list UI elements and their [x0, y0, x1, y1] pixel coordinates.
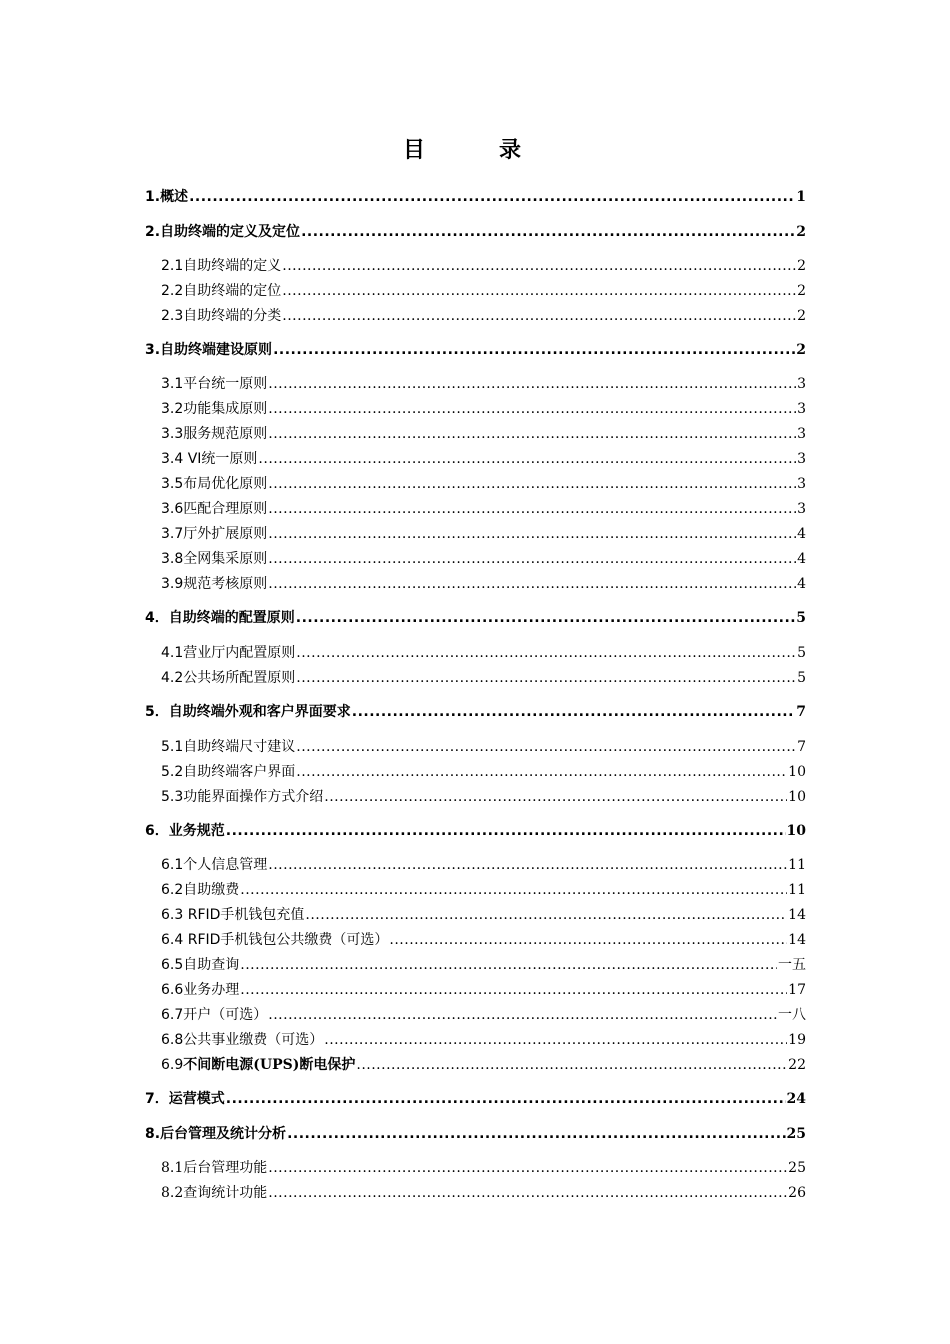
toc-dot-leader: [324, 789, 787, 805]
toc-page-number: 10: [786, 823, 806, 839]
toc-entry-title: 营业厅内配置原则: [183, 645, 296, 661]
toc-page-number: 5: [797, 670, 806, 686]
toc-page-number: 4: [797, 576, 806, 592]
toc-entry-title: 规范考核原则: [183, 576, 268, 592]
toc-dot-leader: [268, 551, 796, 567]
toc-entry-section[interactable]: [161, 398, 806, 418]
toc-entry-section[interactable]: [161, 954, 806, 974]
toc-page-number: 1: [796, 189, 806, 205]
toc-entry-title: 概述: [160, 189, 189, 205]
toc-page-number: 22: [788, 1057, 806, 1073]
toc-entry-number: 3.2: [161, 401, 184, 417]
toc-entry-title: 平台统一原则: [183, 376, 268, 392]
toc-dot-leader: [296, 645, 796, 661]
toc-page-number: 4: [797, 526, 806, 542]
toc-dot-leader: [282, 258, 796, 274]
toc-entry-number: 3.9: [161, 576, 184, 592]
toc-dot-leader: [226, 823, 786, 839]
toc-entry-title: 全网集采原则: [183, 551, 268, 567]
toc-page-number: 3: [797, 426, 806, 442]
toc-entry-title: 自助终端的分类: [183, 308, 282, 324]
toc-entry-number: 5．: [145, 704, 169, 720]
toc-dot-leader: [268, 576, 796, 592]
toc-page-number: 10: [788, 789, 806, 805]
toc-entry-number: 3.3: [161, 426, 184, 442]
toc-entry-number: 3.6: [161, 501, 184, 517]
toc-entry-section[interactable]: [161, 373, 806, 393]
toc-entry-section[interactable]: [161, 255, 806, 275]
toc-dot-leader: [324, 1032, 787, 1048]
toc-page-number: 2: [796, 224, 806, 240]
toc-entry-section[interactable]: [161, 305, 806, 325]
toc-page-number: 24: [786, 1091, 806, 1107]
toc-entry-title: 公共事业缴费（可选）: [183, 1032, 324, 1048]
toc-entry-title: 后台管理及统计分析: [160, 1126, 287, 1142]
toc-entry-number: 3.4 VI: [161, 451, 202, 467]
toc-dot-leader: [268, 1185, 787, 1201]
toc-entry-number: 6．: [145, 823, 169, 839]
toc-page-number: 3: [797, 451, 806, 467]
toc-entry-chapter[interactable]: [145, 820, 806, 840]
toc-entry-number: 2.: [145, 224, 161, 240]
toc-page-number: 11: [788, 857, 806, 873]
toc-page-number: 3: [797, 376, 806, 392]
toc-entry-chapter[interactable]: [145, 339, 806, 359]
toc-page-number: 19: [788, 1032, 806, 1048]
toc-entry-section[interactable]: [161, 1157, 806, 1177]
toc-entry-number: 3.: [145, 342, 161, 358]
toc-entry-section[interactable]: [161, 761, 806, 781]
toc-page-number: 11: [788, 882, 806, 898]
toc-page-number: 3: [797, 476, 806, 492]
toc-entry-section[interactable]: [161, 979, 806, 999]
toc-entry-section[interactable]: [161, 523, 806, 543]
toc-entry-section[interactable]: [161, 1182, 806, 1202]
toc-entry-title: 自助终端客户界面: [183, 764, 296, 780]
toc-page-number: 7: [796, 704, 806, 720]
toc-entry-title: 个人信息管理: [183, 857, 268, 873]
toc-entry-number: 2.1: [161, 258, 184, 274]
toc-entry-title: 统一原则: [201, 451, 258, 467]
toc-entry-title: 运营模式: [168, 1091, 225, 1107]
toc-entry-title: 布局优化原则: [183, 476, 268, 492]
toc-dot-leader: [240, 982, 787, 998]
toc-page-number: 一八: [778, 1007, 806, 1023]
toc-entry-title: 开户（可选）: [183, 1007, 268, 1023]
toc-entry-section[interactable]: [161, 423, 806, 443]
toc-dot-leader: [296, 739, 796, 755]
toc-entry-section[interactable]: [161, 1004, 806, 1024]
toc-entry-title: 查询统计功能: [183, 1185, 268, 1201]
toc-entry-number: 6.9: [161, 1057, 184, 1073]
toc-dot-leader: [389, 932, 787, 948]
toc-dot-leader: [296, 610, 796, 626]
toc-page-number: 2: [797, 258, 806, 274]
toc-dot-leader: [282, 283, 796, 299]
toc-entry-number: 8.1: [161, 1160, 184, 1176]
toc-dot-leader: [240, 882, 787, 898]
toc-entry-number: 1.: [145, 189, 161, 205]
toc-entry-section[interactable]: [161, 929, 806, 949]
toc-entry-number: 6.5: [161, 957, 184, 973]
toc-dot-leader: [268, 857, 787, 873]
toc-entry-number: 5.2: [161, 764, 184, 780]
toc-page-number: 2: [797, 308, 806, 324]
toc-entry-number: 2.2: [161, 283, 184, 299]
toc-entry-title: 自助终端建设原则: [160, 342, 273, 358]
toc-entry-chapter[interactable]: [145, 701, 806, 721]
toc-entry-number: 6.2: [161, 882, 184, 898]
toc-entry-chapter[interactable]: [145, 1123, 806, 1143]
toc-entry-section[interactable]: [161, 904, 806, 924]
toc-dot-leader: [226, 1091, 786, 1107]
toc-entry-section[interactable]: [161, 498, 806, 518]
toc-page-number: 10: [788, 764, 806, 780]
toc-entry-number: 8.: [145, 1126, 161, 1142]
toc-page-number: 17: [788, 982, 806, 998]
toc-page-number: 7: [797, 739, 806, 755]
toc-entry-number: 5.3: [161, 789, 184, 805]
toc-entry-section[interactable]: [161, 573, 806, 593]
toc-entry-title: 功能界面操作方式介绍: [183, 789, 324, 805]
toc-entry-title: 功能集成原则: [183, 401, 268, 417]
toc-dot-leader: [268, 376, 796, 392]
toc-entry-section[interactable]: [161, 879, 806, 899]
toc-entry-section[interactable]: [161, 786, 806, 806]
toc-entry-title: 后台管理功能: [183, 1160, 268, 1176]
toc-entry-number: 7．: [145, 1091, 169, 1107]
toc-entry-number: 3.8: [161, 551, 184, 567]
toc-entry-number: 6.6: [161, 982, 184, 998]
toc-entry-section[interactable]: [161, 280, 806, 300]
toc-entry-title: 自助终端外观和客户界面要求: [168, 704, 351, 720]
toc-entry-chapter[interactable]: [145, 1088, 806, 1108]
toc-entry-number: 2.3: [161, 308, 184, 324]
toc-entry-number: 8.2: [161, 1185, 184, 1201]
toc-entry-section[interactable]: [161, 642, 806, 662]
toc-page-number: 25: [788, 1160, 806, 1176]
toc-entry-title: 匹配合理原则: [183, 501, 268, 517]
toc-entry-number: 6.1: [161, 857, 184, 873]
toc-entry-title: 手机钱包公共缴费（可选）: [220, 932, 389, 948]
toc-entry-title: 自助缴费: [183, 882, 240, 898]
toc-dot-leader: [356, 1057, 787, 1073]
toc-entry-section[interactable]: [161, 1054, 806, 1074]
toc-dot-leader: [273, 342, 795, 358]
toc-entry-title: 业务办理: [183, 982, 240, 998]
toc-entry-number: 6.7: [161, 1007, 184, 1023]
toc-dot-leader: [258, 451, 796, 467]
toc-entry-chapter[interactable]: [145, 186, 806, 206]
toc-page-number: 5: [797, 645, 806, 661]
toc-dot-leader: [268, 501, 796, 517]
toc-entry-chapter[interactable]: [145, 221, 806, 241]
toc-dot-leader: [268, 526, 796, 542]
toc-page-number: 14: [788, 932, 806, 948]
toc-entry-number: 3.1: [161, 376, 184, 392]
toc-entry-title: 手机钱包充值: [220, 907, 305, 923]
toc-entry-section[interactable]: [161, 1029, 806, 1049]
toc-dot-leader: [268, 1160, 787, 1176]
toc-entry-number: 6.8: [161, 1032, 184, 1048]
toc-page-number: 25: [786, 1126, 806, 1142]
toc-title: 目 录: [402, 138, 547, 163]
toc-page-number: 3: [797, 401, 806, 417]
toc-entry-number: 3.5: [161, 476, 184, 492]
toc-page-number: 5: [796, 610, 806, 626]
toc-entry-title: 自助终端的配置原则: [168, 610, 295, 626]
toc-entry-chapter[interactable]: [145, 607, 806, 627]
toc-dot-leader: [282, 308, 796, 324]
toc-entry-section[interactable]: [161, 548, 806, 568]
toc-dot-leader: [268, 476, 796, 492]
toc-dot-leader: [352, 704, 796, 720]
toc-entry-title: 自助终端的定义: [183, 258, 282, 274]
toc-entry-number: 3.7: [161, 526, 184, 542]
toc-entry-section[interactable]: [161, 854, 806, 874]
toc-page-number: 26: [788, 1185, 806, 1201]
toc-entry-title: 自助查询: [183, 957, 240, 973]
toc-dot-leader: [305, 907, 787, 923]
toc-entry-title: 自助终端尺寸建议: [183, 739, 296, 755]
toc-entry-title: 自助终端的定位: [183, 283, 282, 299]
toc-entry-title: 不间断电源(UPS)断电保护: [183, 1057, 356, 1073]
toc-entry-section[interactable]: [161, 736, 806, 756]
toc-entry-number: 6.4 RFID: [161, 932, 221, 948]
toc-page-number: 2: [797, 283, 806, 299]
toc-dot-leader: [296, 670, 796, 686]
toc-dot-leader: [189, 189, 795, 205]
toc-entry-title: 服务规范原则: [183, 426, 268, 442]
toc-dot-leader: [268, 1007, 777, 1023]
toc-entry-title: 公共场所配置原则: [183, 670, 296, 686]
toc-dot-leader: [296, 764, 787, 780]
toc-entry-section[interactable]: [161, 667, 806, 687]
toc-page-number: 一五: [778, 957, 806, 973]
toc-entry-number: 4．: [145, 610, 169, 626]
toc-dot-leader: [268, 426, 796, 442]
toc-page-number: 3: [797, 501, 806, 517]
toc-page-number: 14: [788, 907, 806, 923]
toc-entry-section[interactable]: [161, 448, 806, 468]
toc-entry-number: 5.1: [161, 739, 184, 755]
toc-entry-section[interactable]: [161, 473, 806, 493]
toc-dot-leader: [240, 957, 777, 973]
toc-entry-title: 厅外扩展原则: [183, 526, 268, 542]
toc-dot-leader: [268, 401, 796, 417]
toc-entry-number: 4.1: [161, 645, 184, 661]
toc-dot-leader: [287, 1126, 785, 1142]
toc-dot-leader: [301, 224, 795, 240]
toc-entry-title: 自助终端的定义及定位: [160, 224, 301, 240]
toc-page-number: 2: [796, 342, 806, 358]
toc-page-number: 4: [797, 551, 806, 567]
toc-entry-number: 6.3 RFID: [161, 907, 221, 923]
toc-entry-number: 4.2: [161, 670, 184, 686]
toc-entry-title: 业务规范: [168, 823, 225, 839]
